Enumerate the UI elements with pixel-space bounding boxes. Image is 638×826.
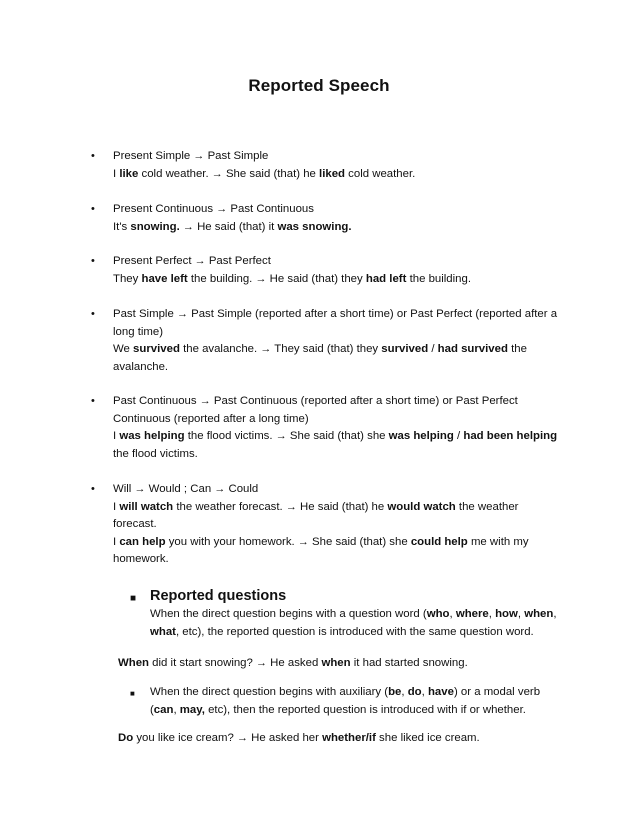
arrow-icon: → xyxy=(134,483,146,495)
arrow-icon: → xyxy=(275,430,287,442)
section-reported-questions xyxy=(130,586,570,641)
arrow-icon: → xyxy=(256,657,268,669)
square-bullet-icon: ■ xyxy=(130,593,137,604)
rule-example: They have left the building. → He said (that) they had left the building. xyxy=(113,272,472,285)
arrow-icon: → xyxy=(211,167,223,180)
arrow-icon: → xyxy=(193,150,205,162)
rule-present-simple xyxy=(91,148,568,183)
rule-example-cont: homework. xyxy=(113,553,169,565)
arrow-icon: → xyxy=(285,500,297,513)
wh-example: When did it start snowing? → He asked when it had started snowing. xyxy=(118,657,468,669)
arrow-icon: → xyxy=(216,203,228,215)
rule-example: We survived the avalanche. → They said (that) they survived / had survived the xyxy=(113,343,527,355)
bullet-icon: • xyxy=(91,483,95,495)
square-bullet-icon: ■ xyxy=(130,689,135,698)
rule-heading: Past Continuous → Past Continuous (reported after a short time) or Past Perfect xyxy=(113,395,518,407)
rule-heading: Present Perfect → Past Perfect xyxy=(113,255,271,267)
page-title: Reported Speech xyxy=(248,76,390,95)
arrow-icon: → xyxy=(260,343,272,355)
bullet-icon: • xyxy=(91,150,95,162)
wh-rule: When the direct question begins with a question word (who, where, how, when, xyxy=(150,608,557,620)
arrow-icon: → xyxy=(214,483,226,495)
rule-heading: Will → Would ; Can → Could xyxy=(113,483,259,495)
arrow-icon: → xyxy=(194,255,206,267)
rule-heading-cont: long time) xyxy=(113,325,164,338)
section-heading: Reported questions xyxy=(150,588,287,604)
arrow-icon: → xyxy=(237,732,249,744)
bullet-icon: • xyxy=(91,255,95,267)
rule-past-simple xyxy=(91,306,568,376)
arrow-icon: → xyxy=(199,395,211,407)
arrow-icon: → xyxy=(182,220,194,233)
rule-example: It's snowing. → He said (that) it was snowing. xyxy=(113,220,352,233)
rule-example-cont: forecast. xyxy=(113,518,157,530)
rule-example: I was helping the flood victims. → She said (that) she was helping / had been helping xyxy=(113,430,558,442)
rule-example-cont: avalanche. xyxy=(113,360,169,373)
rule-example: I like cold weather. → She said (that) he liked cold weather. xyxy=(113,167,416,180)
aux-example: Do you like ice cream? → He asked her whether/if she liked ice cream. xyxy=(118,732,480,744)
rule-example-cont: the flood victims. xyxy=(113,447,198,460)
rule-past-continuous xyxy=(91,393,568,463)
rule-heading: Present Continuous → Past Continuous xyxy=(113,203,314,215)
rule-present-perfect xyxy=(91,253,568,288)
aux-rule-block xyxy=(130,684,570,719)
rule-will-can xyxy=(91,481,568,569)
aux-rule-cont: (can, may, etc), then the reported question is introduced with if or whether. xyxy=(150,703,526,716)
rule-heading-cont: Continuous (reported after a long time) xyxy=(113,412,309,425)
bullet-icon: • xyxy=(91,395,95,407)
bullet-icon: • xyxy=(91,308,95,320)
rule-heading: Past Simple → Past Simple (reported after a short time) or Past Perfect (reported after a xyxy=(113,308,558,320)
arrow-icon: → xyxy=(255,272,267,285)
arrow-icon: → xyxy=(176,308,188,320)
wh-rule-cont: what, etc), the reported question is introduced with the same question word. xyxy=(150,625,534,638)
arrow-icon: → xyxy=(297,535,309,548)
rule-heading: Present Simple → Past Simple xyxy=(113,150,269,162)
rule-present-continuous xyxy=(91,201,568,236)
rule-example: I can help you with your homework. → She said (that) she could help me with my xyxy=(113,535,529,548)
rule-example: I will watch the weather forecast. → He said (that) he would watch the weather xyxy=(113,500,519,513)
aux-rule: When the direct question begins with auxiliary (be, do, have) or a modal verb xyxy=(150,686,541,698)
bullet-icon: • xyxy=(91,203,95,215)
